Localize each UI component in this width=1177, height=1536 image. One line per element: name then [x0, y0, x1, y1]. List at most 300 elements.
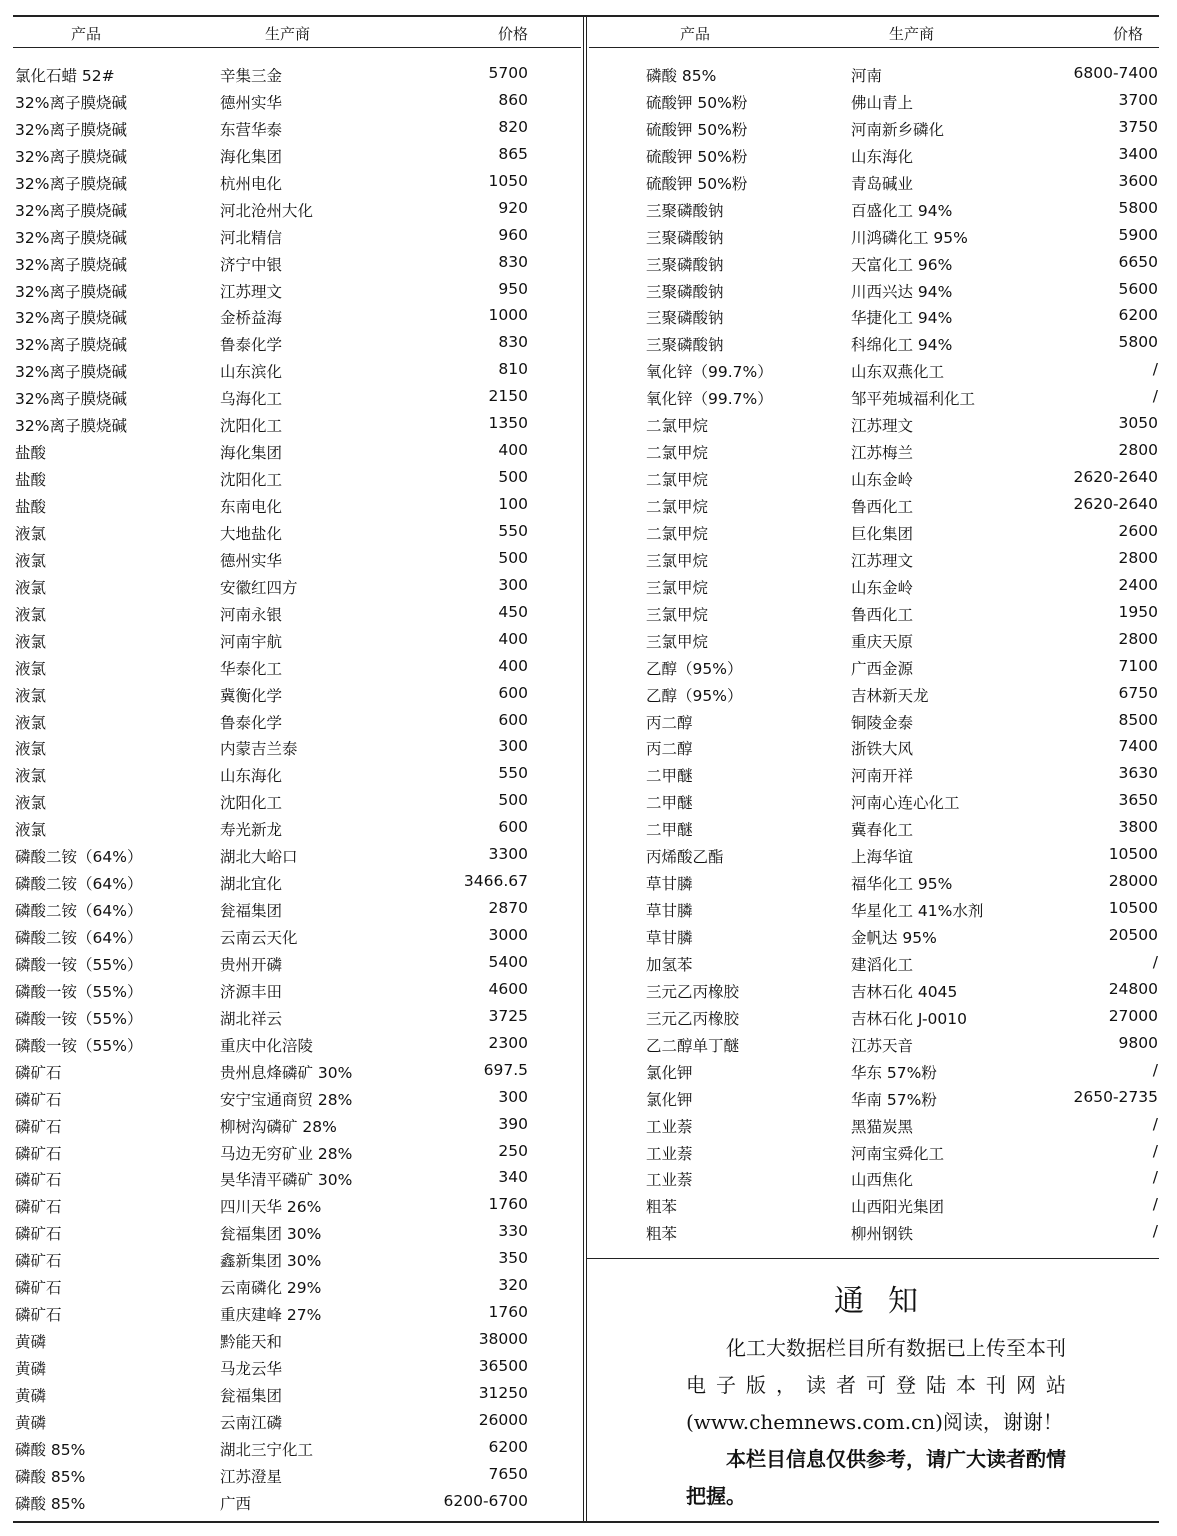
product-cell: 丙烯酸乙酯: [646, 848, 724, 867]
producer-cell: 海化集团: [220, 147, 283, 166]
table-row: [13, 114, 581, 141]
price-cell: 810: [498, 360, 528, 379]
producer-cell: 瓮福集团: [220, 1386, 283, 1405]
column-divider: [583, 15, 587, 1523]
price-table-left: [13, 17, 581, 1515]
table-row: [589, 518, 1159, 545]
price-cell: 500: [498, 468, 528, 487]
table-row: [589, 545, 1159, 572]
producer-cell: 湖北三宁化工: [220, 1440, 314, 1459]
product-cell: 工业萘: [646, 1144, 693, 1163]
table-row: [13, 1326, 581, 1353]
producer-cell: 建滔化工: [851, 955, 914, 974]
product-cell: 丙二醇: [646, 713, 693, 732]
product-cell: 盐酸: [15, 498, 47, 516]
producer-cell: 山西阳光集团: [851, 1198, 945, 1217]
producer-cell: 德州实华: [220, 551, 283, 570]
price-cell: 3050: [1118, 414, 1158, 433]
product-cell: 磷酸一铵（55%）: [15, 1036, 143, 1055]
product-cell: 三聚磷酸钠: [646, 309, 724, 328]
price-cell: 2150: [488, 387, 528, 406]
product-cell: 32%离子膜烧碱: [15, 228, 127, 247]
producer-cell: 河南: [851, 67, 883, 85]
producer-cell: 河南开祥: [851, 767, 914, 786]
producer-cell: 河北沧州大化: [220, 201, 314, 220]
price-cell: 4600: [488, 979, 528, 998]
producer-cell: 金帆达 95%: [851, 929, 937, 947]
price-cell: 820: [498, 117, 528, 136]
producer-cell: 山东滨化: [220, 363, 283, 382]
product-cell: 32%离子膜烧碱: [15, 174, 127, 193]
table-row: [13, 1461, 581, 1488]
price-cell: 500: [498, 548, 528, 567]
table-row: [589, 653, 1159, 680]
product-cell: 磷酸一铵（55%）: [15, 955, 143, 974]
product-cell: 32%离子膜烧碱: [15, 255, 127, 274]
product-cell: 乙二醇单丁醚: [646, 1036, 740, 1055]
price-cell: 5400: [488, 952, 528, 971]
table-row: [13, 760, 581, 787]
table-row: [589, 60, 1159, 87]
product-cell: 磷酸 85%: [15, 1440, 86, 1459]
producer-cell: 江苏梅兰: [851, 444, 914, 463]
producer-cell: 安宁宝通商贸 28%: [220, 1090, 353, 1109]
product-cell: 三元乙丙橡胶: [646, 982, 740, 1001]
producer-cell: 沈阳化工: [220, 794, 283, 813]
table-row: [589, 222, 1159, 249]
price-cell: 24800: [1108, 979, 1158, 998]
price-cell: 1760: [488, 1303, 528, 1322]
price-cell: 600: [498, 710, 528, 729]
producer-cell: 昊华清平磷矿 30%: [220, 1171, 353, 1190]
product-cell: 液氯: [15, 794, 47, 813]
price-cell: /: [1152, 1060, 1158, 1079]
price-cell: 6200: [1118, 306, 1158, 325]
price-cell: 300: [498, 737, 528, 756]
price-cell: 2800: [1118, 441, 1158, 460]
price-cell: 2300: [488, 1033, 528, 1052]
table-row: [13, 1488, 581, 1515]
table-row: [589, 1003, 1159, 1030]
producer-cell: 华东 57%粉: [851, 1063, 937, 1082]
producer-cell: 川西兴达 94%: [851, 282, 953, 301]
product-cell: 液氯: [15, 821, 47, 840]
price-cell: 3725: [488, 1006, 528, 1025]
product-cell: 氯化钾: [646, 1090, 693, 1109]
product-cell: 粗苯: [646, 1198, 678, 1217]
product-cell: 32%离子膜烧碱: [15, 417, 127, 436]
product-cell: 氯化石蜡 52#: [15, 67, 115, 85]
price-cell: /: [1152, 1195, 1158, 1214]
producer-cell: 广西: [220, 1494, 252, 1513]
producer-cell: 柳州钢铁: [851, 1225, 914, 1244]
price-cell: 830: [498, 252, 528, 271]
product-cell: 草甘膦: [646, 902, 693, 921]
price-cell: 38000: [478, 1330, 528, 1349]
table-row: [589, 841, 1159, 868]
producer-cell: 华捷化工 94%: [851, 309, 953, 328]
price-cell: 390: [498, 1114, 528, 1133]
product-cell: 磷矿石: [15, 1198, 62, 1217]
table-row: [589, 1218, 1159, 1245]
producer-cell: 贵州开磷: [220, 955, 283, 974]
table-row: [13, 329, 581, 356]
product-cell: 32%离子膜烧碱: [15, 309, 127, 328]
price-cell: 960: [498, 225, 528, 244]
producer-cell: 沈阳化工: [220, 471, 283, 490]
producer-cell: 河北精信: [220, 228, 283, 247]
price-cell: 6650: [1118, 252, 1158, 271]
table-row: [589, 760, 1159, 787]
table-row: [13, 895, 581, 922]
producer-cell: 浙铁大风: [851, 740, 914, 759]
table-row: [589, 249, 1159, 276]
price-cell: 550: [498, 764, 528, 783]
bottom-rule: [13, 1521, 1159, 1523]
notice-rule: [587, 1258, 1159, 1259]
producer-cell: 江苏理文: [851, 551, 914, 570]
price-cell: 450: [498, 602, 528, 621]
producer-cell: 东营华泰: [220, 120, 283, 139]
product-cell: 32%离子膜烧碱: [15, 282, 127, 301]
table-row: [589, 599, 1159, 626]
producer-cell: 山东海化: [220, 767, 283, 786]
producer-cell: 云南云天化: [220, 929, 298, 947]
producer-cell: 华南 57%粉: [851, 1090, 937, 1109]
product-cell: 32%离子膜烧碱: [15, 363, 127, 382]
table-row: [13, 276, 581, 303]
product-cell: 草甘膦: [646, 929, 693, 947]
notice-disclaimer: 本栏目信息仅供参考，请广大读者酌情把握。: [686, 1447, 1066, 1508]
price-cell: 3300: [488, 845, 528, 864]
producer-cell: 江苏澄星: [220, 1467, 283, 1486]
table-row: [589, 707, 1159, 734]
table-row: [13, 249, 581, 276]
table-row: [13, 1353, 581, 1380]
price-cell: 340: [498, 1168, 528, 1187]
price-table-right: [589, 17, 1159, 1245]
table-row: [13, 1111, 581, 1138]
table-row: [13, 814, 581, 841]
price-cell: 550: [498, 521, 528, 540]
table-row: [13, 302, 581, 329]
product-cell: 磷酸二铵（64%）: [15, 875, 143, 894]
table-row: [589, 1191, 1159, 1218]
table-row: [13, 572, 581, 599]
product-cell: 磷酸二铵（64%）: [15, 929, 143, 947]
producer-cell: 安徽红四方: [220, 578, 298, 597]
table-row: [589, 814, 1159, 841]
table-row: [13, 1272, 581, 1299]
table-row: [13, 222, 581, 249]
product-cell: 磷矿石: [15, 1090, 62, 1109]
product-cell: 三氯甲烷: [646, 632, 709, 651]
price-cell: 860: [498, 90, 528, 109]
product-cell: 三聚磷酸钠: [646, 336, 724, 355]
producer-cell: 青岛碱业: [851, 174, 914, 193]
price-cell: 5800: [1118, 333, 1158, 352]
product-cell: 32%离子膜烧碱: [15, 147, 127, 166]
product-cell: 氯化钾: [646, 1063, 693, 1082]
producer-cell: 鲁西化工: [851, 498, 914, 516]
price-cell: 5700: [488, 64, 528, 82]
producer-cell: 瓮福集团: [220, 902, 283, 921]
table-row: [589, 491, 1159, 518]
product-cell: 三氯甲烷: [646, 605, 709, 624]
price-cell: 3400: [1118, 144, 1158, 163]
producer-cell: 重庆中化涪陵: [220, 1036, 314, 1055]
price-cell: 6200-6700: [443, 1491, 528, 1510]
table-row: [589, 302, 1159, 329]
product-cell: 三聚磷酸钠: [646, 201, 724, 220]
product-cell: 硫酸钾 50%粉: [646, 93, 748, 112]
product-cell: 乙醇（95%）: [646, 686, 743, 705]
table-row: [589, 1138, 1159, 1165]
notice-title: 通知: [834, 1284, 942, 1319]
producer-cell: 佛山青上: [851, 93, 914, 112]
product-cell: 二甲醚: [646, 767, 693, 786]
product-cell: 工业萘: [646, 1171, 693, 1190]
price-cell: /: [1152, 1222, 1158, 1241]
producer-cell: 瓮福集团 30%: [220, 1225, 322, 1244]
table-row: [13, 518, 581, 545]
table-row: [589, 114, 1159, 141]
header-product: 产品: [71, 25, 102, 43]
producer-cell: 黑猫炭黑: [851, 1117, 914, 1136]
producer-cell: 百盛化工 94%: [851, 201, 953, 220]
table-row: [13, 922, 581, 949]
table-row: [589, 437, 1159, 464]
product-cell: 液氯: [15, 686, 47, 705]
table-row: [13, 141, 581, 168]
producer-cell: 福华化工 95%: [851, 875, 953, 894]
product-cell: 液氯: [15, 632, 47, 651]
producer-cell: 柳树沟磷矿 28%: [220, 1117, 337, 1136]
table-row: [589, 680, 1159, 707]
producer-cell: 湖北宜化: [220, 875, 283, 894]
producer-cell: 上海华谊: [851, 848, 914, 867]
table-row: [13, 1003, 581, 1030]
product-cell: 液氯: [15, 740, 47, 759]
producer-cell: 济源丰田: [220, 982, 283, 1001]
price-cell: 26000: [478, 1410, 528, 1429]
header-producer: 生产商: [889, 25, 935, 43]
producer-cell: 云南江磷: [220, 1413, 283, 1432]
producer-cell: 乌海化工: [220, 390, 283, 409]
producer-cell: 贵州息烽磷矿 30%: [220, 1063, 353, 1082]
product-cell: 32%离子膜烧碱: [15, 201, 127, 220]
product-cell: 液氯: [15, 578, 47, 597]
price-cell: 320: [498, 1276, 528, 1295]
table-row: [13, 1218, 581, 1245]
product-cell: 液氯: [15, 605, 47, 624]
product-cell: 磷酸一铵（55%）: [15, 982, 143, 1001]
table-row: [13, 868, 581, 895]
producer-cell: 东南电化: [220, 498, 283, 516]
price-cell: 6200: [488, 1437, 528, 1456]
producer-cell: 山东金岭: [851, 578, 914, 597]
table-row: [13, 1245, 581, 1272]
product-cell: 硫酸钾 50%粉: [646, 147, 748, 166]
producer-cell: 河南宇航: [220, 632, 283, 651]
table-row: [589, 787, 1159, 814]
producer-cell: 山东双燕化工: [851, 363, 945, 382]
producer-cell: 川鸿磷化工 95%: [851, 228, 968, 247]
price-cell: 350: [498, 1249, 528, 1268]
price-cell: 3750: [1118, 117, 1158, 136]
product-cell: 黄磷: [15, 1360, 47, 1378]
price-cell: 6800-7400: [1073, 64, 1158, 82]
price-cell: 1760: [488, 1195, 528, 1214]
table-row: [589, 168, 1159, 195]
price-cell: 20500: [1108, 926, 1158, 944]
table-row: [13, 1407, 581, 1434]
product-cell: 三元乙丙橡胶: [646, 1009, 740, 1028]
table-row: [13, 545, 581, 572]
table-row: [589, 276, 1159, 303]
table-row: [589, 1084, 1159, 1111]
price-cell: 27000: [1108, 1006, 1158, 1025]
producer-cell: 马龙云华: [220, 1360, 283, 1378]
producer-cell: 冀衡化学: [220, 686, 283, 705]
table-row: [13, 599, 581, 626]
table-row: [589, 572, 1159, 599]
producer-cell: 大地盐化: [220, 524, 283, 543]
table-row: [589, 464, 1159, 491]
table-row: [589, 410, 1159, 437]
producer-cell: 鲁泰化学: [220, 713, 283, 732]
price-cell: 600: [498, 818, 528, 837]
product-cell: 磷矿石: [15, 1252, 62, 1271]
table-row: [589, 949, 1159, 976]
producer-cell: 江苏天音: [851, 1036, 914, 1055]
table-row: [13, 168, 581, 195]
producer-cell: 河南永银: [220, 605, 283, 624]
product-cell: 乙醇（95%）: [646, 659, 743, 678]
producer-cell: 铜陵金泰: [851, 713, 914, 732]
price-cell: 300: [498, 575, 528, 594]
price-cell: 865: [498, 144, 528, 163]
product-cell: 液氯: [15, 551, 47, 570]
price-cell: 830: [498, 333, 528, 352]
product-cell: 32%离子膜烧碱: [15, 390, 127, 409]
price-cell: /: [1152, 1141, 1158, 1160]
price-cell: 2650-2735: [1073, 1087, 1158, 1106]
product-cell: 磷酸一铵（55%）: [15, 1009, 143, 1028]
price-cell: 8500: [1118, 710, 1158, 729]
product-cell: 液氯: [15, 659, 47, 678]
product-cell: 盐酸: [15, 444, 47, 463]
price-cell: 6750: [1118, 683, 1158, 702]
table-row: [13, 1030, 581, 1057]
table-row: [13, 464, 581, 491]
table-row: [13, 1299, 581, 1326]
product-cell: 32%离子膜烧碱: [15, 93, 127, 112]
producer-cell: 内蒙吉兰泰: [220, 740, 298, 759]
price-cell: 3800: [1118, 818, 1158, 837]
table-row: [589, 383, 1159, 410]
table-row: [589, 87, 1159, 114]
product-cell: 工业萘: [646, 1117, 693, 1136]
product-cell: 液氯: [15, 767, 47, 786]
price-cell: 500: [498, 791, 528, 810]
table-row: [13, 626, 581, 653]
product-cell: 二氯甲烷: [646, 417, 709, 436]
product-cell: 三氯甲烷: [646, 551, 709, 570]
producer-cell: 鲁泰化学: [220, 336, 283, 355]
table-row: [13, 1164, 581, 1191]
price-cell: 100: [498, 495, 528, 513]
table-row: [589, 329, 1159, 356]
producer-cell: 巨化集团: [851, 524, 914, 543]
product-cell: 液氯: [15, 713, 47, 732]
price-cell: 400: [498, 629, 528, 648]
price-cell: 1950: [1118, 602, 1158, 621]
producer-cell: 德州实华: [220, 93, 283, 112]
table-row: [589, 976, 1159, 1003]
product-cell: 32%离子膜烧碱: [15, 120, 127, 139]
table-row: [13, 787, 581, 814]
price-cell: 2620-2640: [1073, 495, 1158, 513]
table-row: [13, 653, 581, 680]
price-cell: 400: [498, 441, 528, 460]
producer-cell: 江苏理文: [851, 417, 914, 436]
price-cell: 2600: [1118, 521, 1158, 540]
producer-cell: 鲁西化工: [851, 605, 914, 624]
producer-cell: 济宁中银: [220, 255, 283, 274]
product-cell: 磷矿石: [15, 1279, 62, 1298]
price-cell: 400: [498, 656, 528, 675]
table-row: [589, 356, 1159, 383]
product-cell: 盐酸: [15, 471, 47, 490]
price-cell: 3000: [488, 926, 528, 944]
notice-paragraph: 化工大数据栏目所有数据已上传至本刊电子版，读者可登陆本刊网站(www.chemnews.com.cn)阅读，谢谢！: [686, 1336, 1066, 1434]
producer-cell: 吉林新天龙: [851, 686, 929, 705]
price-cell: 2800: [1118, 548, 1158, 567]
table-row: [13, 680, 581, 707]
producer-cell: 河南心连心化工: [851, 794, 960, 813]
product-cell: 黄磷: [15, 1413, 47, 1432]
product-cell: 磷酸 85%: [15, 1467, 86, 1486]
product-cell: 三聚磷酸钠: [646, 228, 724, 247]
price-cell: 3630: [1118, 764, 1158, 783]
producer-cell: 河南新乡磷化: [851, 120, 945, 139]
producer-cell: 四川天华 26%: [220, 1198, 322, 1217]
price-cell: /: [1152, 1168, 1158, 1187]
product-cell: 磷矿石: [15, 1225, 62, 1244]
table-row: [13, 1057, 581, 1084]
price-cell: 31250: [478, 1383, 528, 1402]
product-cell: 二甲醚: [646, 821, 693, 840]
price-cell: 3650: [1118, 791, 1158, 810]
product-cell: 加氢苯: [646, 955, 693, 974]
product-cell: 三聚磷酸钠: [646, 255, 724, 274]
price-cell: 7650: [488, 1464, 528, 1483]
producer-cell: 河南宝舜化工: [851, 1144, 945, 1163]
price-cell: 5800: [1118, 198, 1158, 217]
table-row: [13, 437, 581, 464]
table-row: [589, 626, 1159, 653]
table-row: [13, 383, 581, 410]
producer-cell: 天富化工 96%: [851, 255, 953, 274]
product-cell: 氧化锌（99.7%）: [646, 363, 773, 382]
table-row: [13, 707, 581, 734]
price-cell: 7100: [1118, 656, 1158, 675]
price-cell: 5600: [1118, 279, 1158, 298]
table-row: [589, 922, 1159, 949]
price-cell: /: [1152, 360, 1158, 379]
table-row: [13, 1138, 581, 1165]
